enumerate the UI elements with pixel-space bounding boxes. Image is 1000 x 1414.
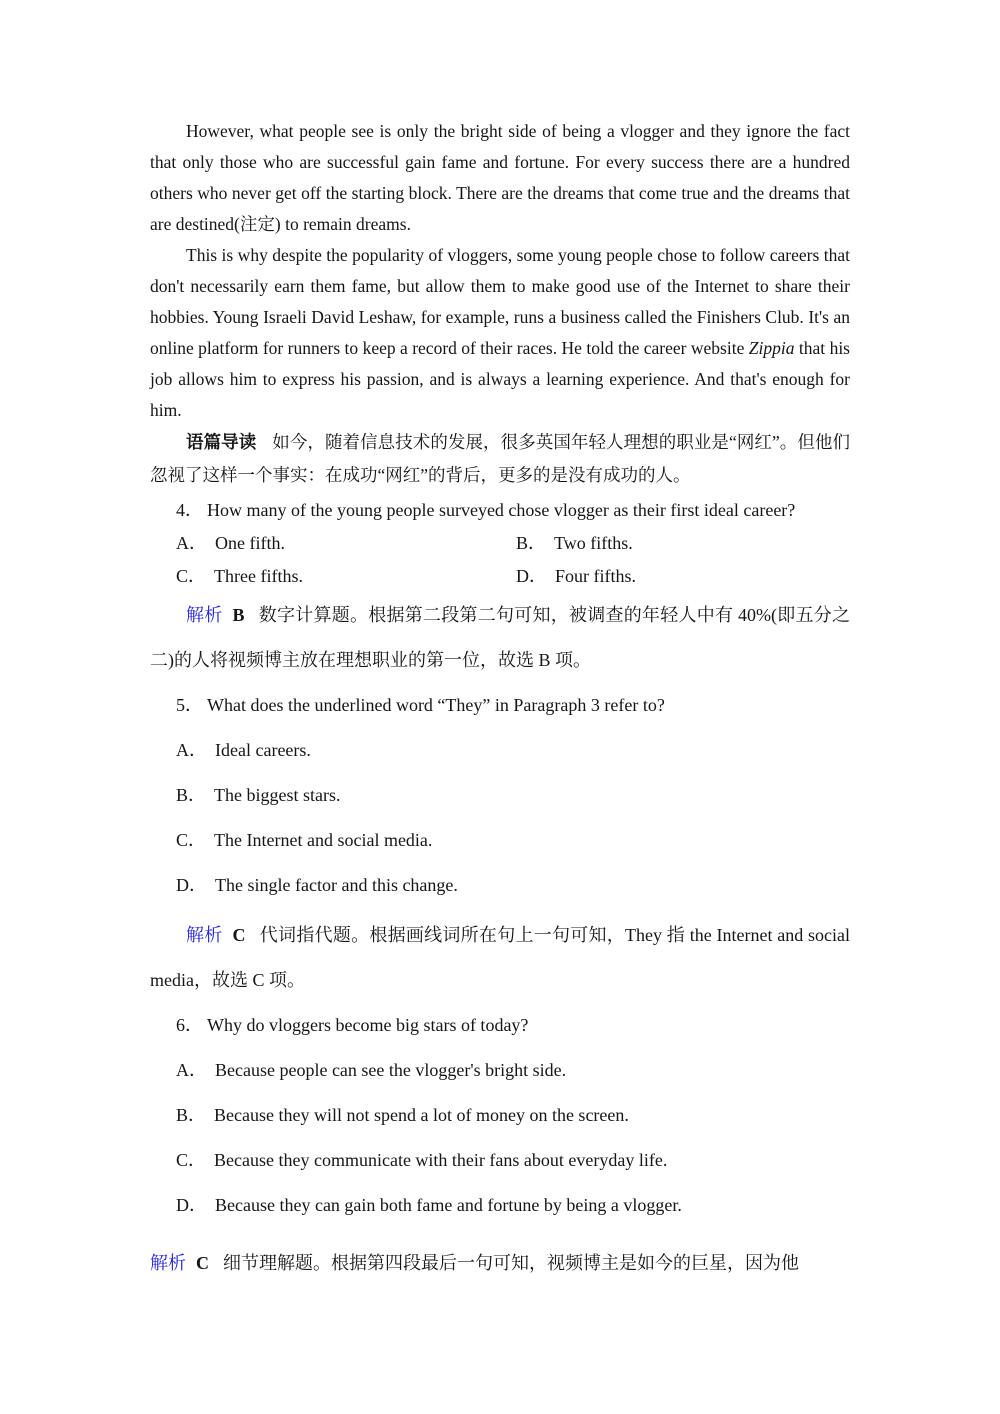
- option-a-text: Ideal careers.: [215, 740, 311, 760]
- question-6-option-d: [176, 1183, 850, 1228]
- question-6-stem: [150, 1003, 850, 1048]
- option-b-label: B．: [176, 785, 207, 805]
- question-6-analysis: [150, 1241, 850, 1286]
- guide-text: 如今，随着信息技术的发展，很多英国年轻人理想的职业是“网红”。但他们忽视了这样一个事实：在成功“网红”的背后，更多的是没有成功的人。: [150, 432, 850, 485]
- option-c-text: The Internet and social media.: [214, 830, 433, 850]
- analysis-4-label: 解析: [186, 605, 223, 625]
- page-content: [150, 0, 850, 1286]
- analysis-6-label: 解析: [150, 1253, 186, 1273]
- analysis-4-text: 数字计算题。根据第二段第二句可知，被调查的年轻人中有 40%(即五分之二)的人将视频博主放在理想职业的第一位，故选 B 项。: [150, 605, 850, 670]
- question-4-option-b: [516, 527, 850, 560]
- option-a-label: A．: [176, 740, 207, 760]
- analysis-5-answer: C: [232, 925, 246, 945]
- question-4-analysis: [150, 593, 850, 683]
- question-5-option-a: [176, 728, 850, 773]
- question-5-text: What does the underlined word “They” in Paragraph 3 refer to?: [207, 695, 665, 715]
- passage-guide: [150, 426, 850, 492]
- question-4-option-d: [516, 560, 850, 593]
- question-6-option-a: [176, 1048, 850, 1093]
- analysis-6-answer: C: [196, 1253, 209, 1273]
- option-d-text: The single factor and this change.: [215, 875, 458, 895]
- question-5-stem: [150, 683, 850, 728]
- option-a-label: A．: [176, 1060, 207, 1080]
- website-name-italic: Zippia: [748, 338, 795, 358]
- option-b-label: B．: [516, 533, 547, 553]
- question-5-option-c: [176, 818, 850, 863]
- option-d-label: D．: [176, 1195, 207, 1215]
- question-4-option-a: [176, 527, 516, 560]
- analysis-5-text: 代词指代题。根据画线词所在句上一句可知，They 指 the Internet and social media，故选 C 项。: [150, 925, 851, 990]
- option-c-label: C．: [176, 566, 207, 586]
- passage-paragraph-1: However, what people see is only the bright side of being a vlogger and they ignore the fact that only those who are successful gain fame and fortune. For every success there are a hundred others who never get off the starting block. There are the dreams that come true and the dreams that are destined(注定) to remain dreams.: [150, 121, 850, 234]
- question-4-number: 4．: [176, 500, 203, 520]
- option-c-label: C．: [176, 1150, 207, 1170]
- option-a-label: A．: [176, 533, 207, 553]
- option-b-text: The biggest stars.: [214, 785, 341, 805]
- question-6-option-b: [176, 1093, 850, 1138]
- question-5-analysis: [150, 913, 850, 1003]
- question-6-option-c: [176, 1138, 850, 1183]
- option-c-label: C．: [176, 830, 207, 850]
- question-5-option-d: [176, 863, 850, 908]
- guide-label: 语篇导读: [186, 432, 257, 452]
- question-6-text: Why do vloggers become big stars of today?: [207, 1015, 529, 1035]
- analysis-4-answer: B: [232, 605, 245, 625]
- question-5-options: [150, 728, 850, 908]
- option-a-text: One fifth.: [215, 533, 285, 553]
- option-b-label: B．: [176, 1105, 207, 1125]
- option-b-text: Because they will not spend a lot of money on the screen.: [214, 1105, 629, 1125]
- question-5-number: 5．: [176, 695, 203, 715]
- question-4-option-c: [176, 560, 516, 593]
- option-d-text: Because they can gain both fame and fortune by being a vlogger.: [215, 1195, 682, 1215]
- option-c-text: Three fifths.: [214, 566, 303, 586]
- question-5-option-b: [176, 773, 850, 818]
- option-d-label: D．: [176, 875, 207, 895]
- option-a-text: Because people can see the vlogger's bright side.: [215, 1060, 567, 1080]
- question-6-number: 6．: [176, 1015, 203, 1035]
- question-4-text: How many of the young people surveyed chose vlogger as their first ideal career?: [207, 500, 796, 520]
- analysis-6-text: 细节理解题。根据第四段最后一句可知，视频博主是如今的巨星，因为他: [223, 1253, 799, 1273]
- analysis-5-label: 解析: [186, 925, 223, 945]
- question-6-options: [150, 1048, 850, 1228]
- option-b-text: Two fifths.: [554, 533, 633, 553]
- option-d-label: D．: [516, 566, 547, 586]
- paragraph-2-text-end: that his job allows him to express his passion, and is always a learning experience. And that's enough for him.: [150, 338, 850, 420]
- question-4-stem: [150, 494, 850, 527]
- option-d-text: Four fifths.: [555, 566, 636, 586]
- paragraph-2-text-start: This is why despite the popularity of vloggers, some young people chose to follow careers that don't necessarily earn them fame, but allow them to make good use of the Internet to share their hobbies. Young Israeli David Leshaw, for example, runs a business called the Finishers Club. It's an online platform for runners to keep a record of their races. He told the career website: [150, 245, 850, 358]
- question-4-options: [150, 527, 850, 593]
- passage-paragraph-2: [150, 240, 850, 426]
- option-c-text: Because they communicate with their fans about everyday life.: [214, 1150, 668, 1170]
